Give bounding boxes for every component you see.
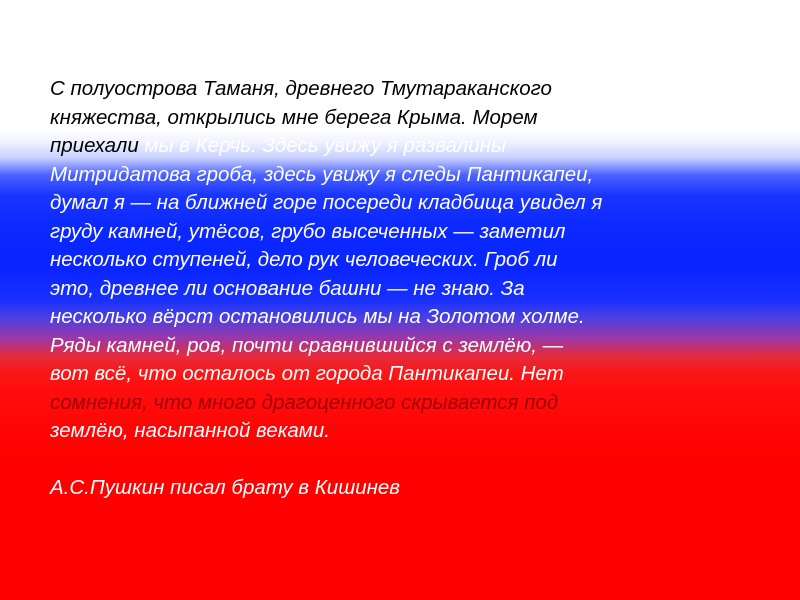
text-line: С полуострова Таманя, древнего Тмутараканского (50, 77, 552, 100)
text-line: княжества, открылись мне берега Крыма. Морем (50, 105, 538, 129)
text-line: несколько ступеней, дело рук человеческих. Гроб ли (50, 248, 558, 271)
text-line: это, древнее ли основание башни — не знаю. За (50, 276, 525, 300)
text-line (50, 132, 770, 161)
text-line: груду камней, утёсов, грубо высеченных — заметил (50, 219, 566, 243)
text-line: сомнения, что много драгоценного скрывается под (50, 390, 559, 414)
text-fragment-dark: приехали (50, 134, 139, 157)
signature: А.С.Пушкин писал брату в Кишинев (50, 476, 400, 499)
quote-text (50, 75, 770, 503)
text-line: думал я — на ближней горе посереди кладбища увидел я (50, 191, 603, 214)
text-line: несколько вёрст остановились мы на Золотом холме. (50, 305, 585, 328)
text-fragment-light: мы в Керчь. Здесь увижу я развалины (138, 134, 507, 157)
text-line: вот всё, что осталось от города Пантикапеи. Нет (50, 362, 564, 385)
text-line: Ряды камней, ров, почти сравнившийся с землёю, — (50, 333, 564, 357)
spacer (50, 446, 770, 475)
text-line: землёю, насыпанной веками. (50, 419, 330, 442)
text-line: Митридатова гроба, здесь увижу я следы Пантикапеи, (50, 162, 594, 186)
